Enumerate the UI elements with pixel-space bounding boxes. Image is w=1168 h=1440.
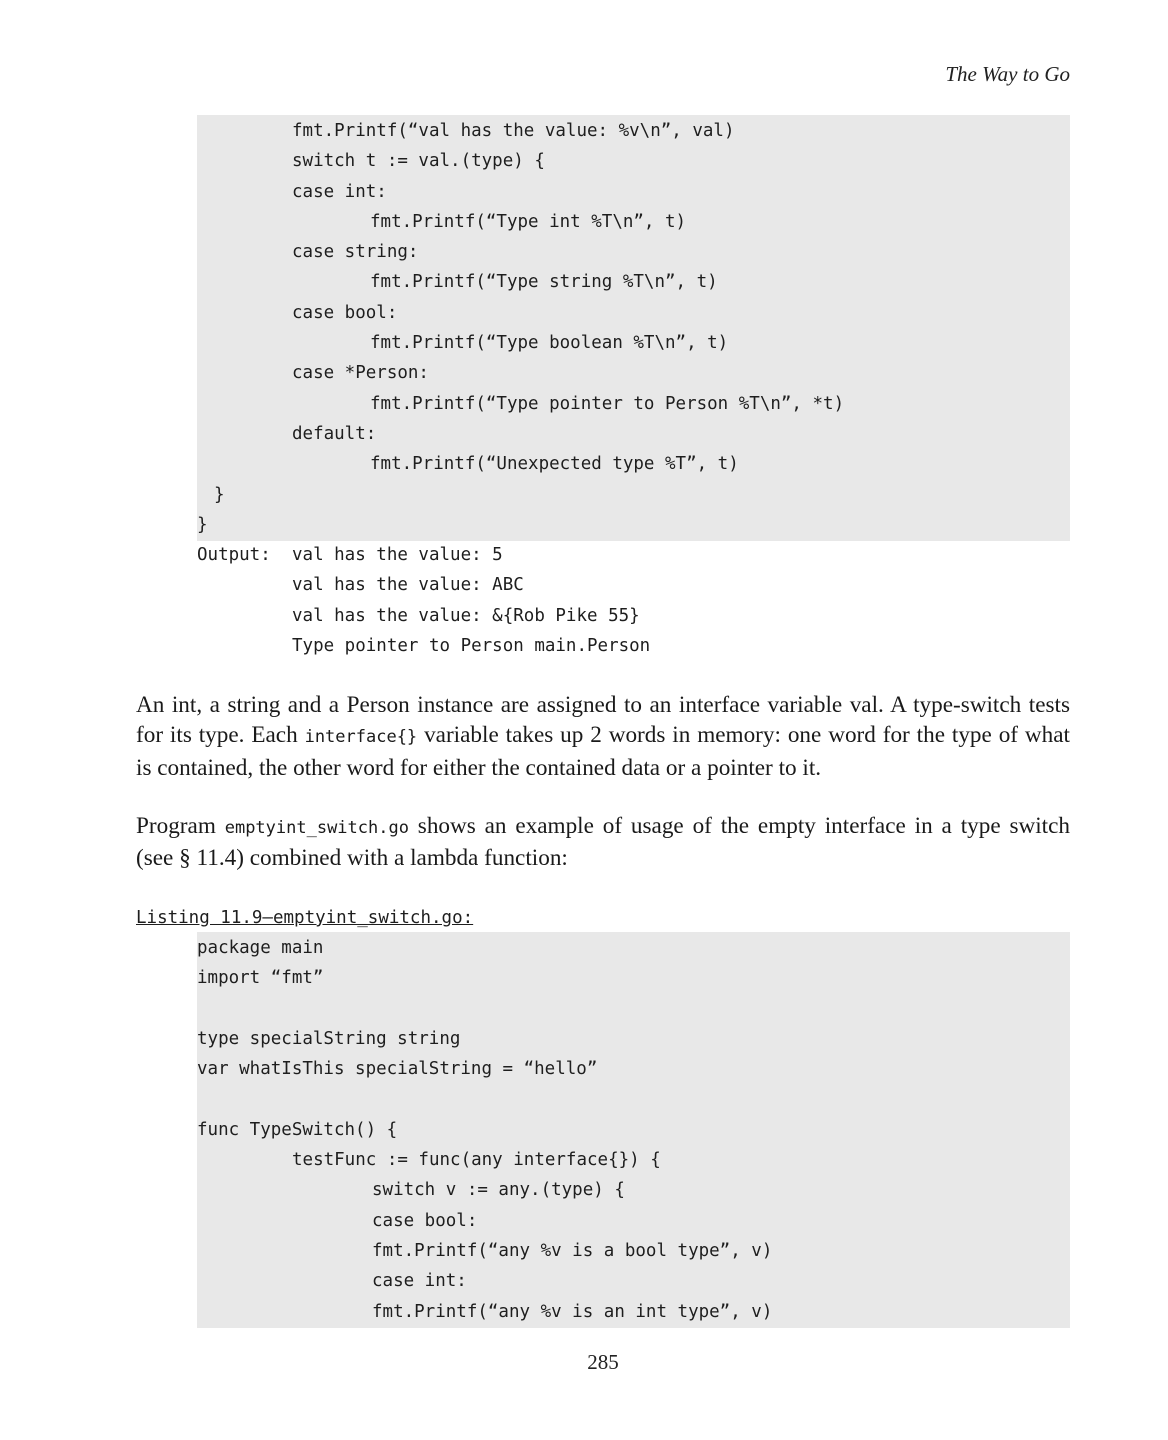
code-line: [197, 298, 1070, 328]
paragraph-text: Program: [136, 813, 225, 839]
code-text: switch t := val.(type) {: [292, 151, 545, 172]
code-line: [197, 1145, 1070, 1175]
code-text: case int:: [372, 1271, 467, 1292]
code-text: var whatIsThis specialString = “hello”: [197, 1059, 598, 1080]
code-line: [197, 1206, 1070, 1236]
output-label: Output:: [197, 545, 271, 565]
code-line: [197, 419, 1070, 449]
code-text: testFunc := func(any interface{}) {: [292, 1150, 661, 1171]
paragraph-text: An int, a string and a Person instance are assigned to an interface variable val. A type-switch tests for its type. Each: [136, 692, 1070, 749]
inline-code: emptyint_switch.go: [224, 818, 409, 838]
code-text: }: [197, 514, 208, 535]
output-lines: [292, 540, 650, 661]
code-text: fmt.Printf(“Type boolean %T\n”, t): [370, 333, 729, 354]
code-line: [197, 328, 1070, 358]
code-text: fmt.Printf(“Unexpected type %T”, t): [370, 454, 739, 475]
code-text: package main: [197, 938, 324, 958]
code-text: switch v := any.(type) {: [372, 1180, 625, 1201]
code-line: [197, 358, 1070, 388]
code-text: case string:: [292, 242, 419, 263]
code-line: [197, 510, 1070, 540]
code-text: default:: [292, 423, 377, 444]
code-text: fmt.Printf(“Type string %T\n”, t): [370, 272, 718, 293]
code-text: fmt.Printf(“val has the value: %v\n”, val): [292, 121, 735, 141]
code-text: fmt.Printf(“Type int %T\n”, t): [370, 211, 687, 232]
code-text: }: [214, 484, 225, 505]
code-line: [197, 116, 1070, 146]
inline-code: interface{}: [304, 727, 418, 748]
code-line: [197, 177, 1070, 207]
code-text: import “fmt”: [197, 968, 324, 989]
code-line: [197, 994, 1070, 1024]
code-line: [197, 480, 1070, 510]
page-number: 285: [587, 1350, 619, 1374]
paragraph-text: shows an example of usage of the empty interface in a type switch (see § 11.4) combined with a lambda function:: [136, 813, 1071, 872]
code-line: [197, 237, 1070, 267]
code-text: fmt.Printf(“any %v is an int type”, v): [372, 1301, 773, 1322]
code-line: [197, 1266, 1070, 1296]
code-text: case bool:: [292, 302, 398, 323]
running-header: The Way to Go: [945, 62, 1070, 86]
output-line: val has the value: 5: [292, 545, 503, 565]
code-line: [197, 963, 1070, 993]
code-line: [197, 1024, 1070, 1054]
output-line: Type pointer to Person main.Person: [292, 635, 651, 656]
code-line: [197, 1084, 1070, 1114]
code-text: case bool:: [372, 1210, 478, 1231]
output-line: val has the value: &{Rob Pike 55}: [292, 605, 640, 626]
body-paragraph: [136, 811, 1070, 874]
code-text: fmt.Printf(“Type pointer to Person %T\n”, *t): [370, 393, 845, 414]
paragraph-text: variable takes up 2 words in memory: one word for the type of what is contained, the other word for either the contained data or a pointer to it.: [136, 722, 1070, 781]
output-line: val has the value: ABC: [292, 575, 524, 596]
code-line: [197, 933, 1070, 963]
code-text: case *Person:: [292, 363, 429, 384]
code-text: func TypeSwitch() {: [197, 1119, 398, 1140]
code-text: type specialString string: [197, 1028, 461, 1049]
code-block-type-switch: [197, 115, 1070, 541]
code-line: [197, 1115, 1070, 1145]
code-text: fmt.Printf(“any %v is a bool type”, v): [372, 1240, 773, 1261]
code-line: [197, 1054, 1070, 1084]
listing-caption: Listing 11.9—emptyint_switch.go:: [136, 908, 474, 928]
code-text: case int:: [292, 181, 387, 202]
code-line: [197, 449, 1070, 479]
code-line: [197, 1236, 1070, 1266]
code-block-emptyint-switch: [197, 932, 1070, 1328]
code-line: [197, 1175, 1070, 1205]
code-line: [197, 389, 1070, 419]
body-paragraph: [136, 690, 1070, 783]
code-line: [197, 1297, 1070, 1327]
code-line: [197, 146, 1070, 176]
code-line: [197, 207, 1070, 237]
code-line: [197, 267, 1070, 297]
